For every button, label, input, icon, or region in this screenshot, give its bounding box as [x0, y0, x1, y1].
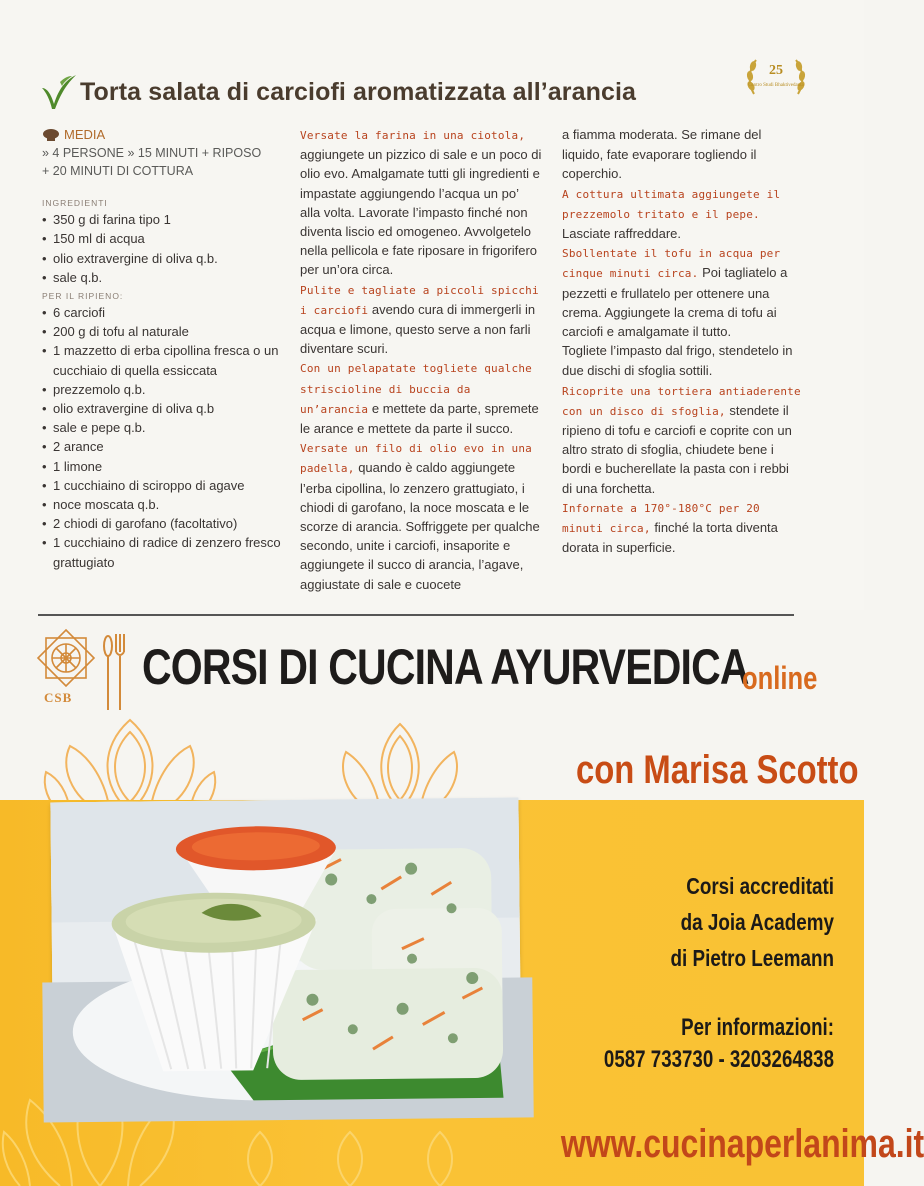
- recipe-step: [562, 125, 802, 184]
- recipe-step: [300, 125, 542, 280]
- recipe-step: [300, 438, 542, 594]
- step-text: stendete il ripieno di tofu e carciofi e coprite con un altro strato di sfoglia, chiudete bene i bordi e bucherellate la pasta con i rebbi di una forchetta.: [562, 402, 792, 496]
- mandala-ornament-icon: [40, 716, 220, 812]
- recipe-step: [300, 358, 542, 438]
- recipe-title: Torta salata di carciofi aromatizzata all’arancia: [80, 78, 637, 106]
- list-item: • prezzemolo q.b.: [42, 380, 282, 399]
- difficulty-label: MEDIA: [64, 127, 106, 142]
- step-text: a fiamma moderata. Se rimane del liquido, fate evaporare togliendo il coperchio.: [562, 127, 762, 182]
- list-item: • 2 arance: [42, 437, 282, 456]
- list-item: • sale q.b.: [42, 268, 282, 287]
- list-item: • 6 carciofi: [42, 303, 282, 322]
- list-item: • sale e pepe q.b.: [42, 418, 282, 437]
- step-highlight: A cottura ultimata aggiungete il prezzemolo tritato e il pepe.: [562, 187, 781, 221]
- step-text: aggiungete un pizzico di sale e un poco di olio evo. Amalgamate tutti gli ingredienti e impastate aggiungendo l’acqua un po’ alla volta. Lavorate l’impasto finché non diventa liscio ed omogeneo. Avvolgetelo nella pellicola e fate riposare in frigorifero per un’ora circa.: [300, 147, 542, 278]
- list-item: • 350 g di farina tipo 1: [42, 210, 282, 229]
- mandala-ornament-icon: [200, 1130, 500, 1186]
- recipe-step: [562, 243, 802, 341]
- csb-logo-icon: [36, 628, 96, 688]
- list-item: • olio extravergine di oliva q.b: [42, 399, 282, 418]
- step-text: finché la torta diventa dorata in superficie.: [562, 520, 778, 556]
- step-text: Poi tagliatelo a pezzetti e frullatelo per ottenere una crema. Aggiungete la crema di tofu ai carciofi e amalgamate il tutto.: [562, 265, 788, 340]
- accred-line: di Pietro Leemann: [670, 945, 834, 971]
- list-item: • olio extravergine di oliva q.b.: [42, 249, 282, 268]
- recipe-step: [300, 280, 542, 359]
- recipe-info-column: [42, 125, 282, 572]
- step-text: quando è caldo aggiungete l’erba cipollina, lo zenzero grattugiato, i chiodi di garofano, la noce moscata e le scorze di arancia. Soffriggete per qualche secondo, unite i carciofi, insaporite e aggiungete il succo di arancia, l’agave, aggiustate di sale e cuocete: [300, 460, 540, 592]
- ad-contact: [520, 1012, 834, 1076]
- phone-numbers: 0587 733730 - 3203264838: [603, 1046, 834, 1073]
- website-link[interactable]: www.cucinaperlanima.it: [560, 1122, 924, 1166]
- list-item: • 1 limone: [42, 457, 282, 476]
- step-highlight: Pulite e tagliate a piccoli spicchi i carciofi: [300, 283, 539, 317]
- ad-author: con Marisa Scotto: [576, 748, 859, 792]
- step-highlight: Sbollentate il tofu in acqua per cinque minuti circa.: [562, 247, 781, 281]
- step-text: e mettete da parte, spremete le arance e mettete da parte il succo.: [300, 400, 539, 437]
- chef-hat-icon: [42, 128, 60, 142]
- accred-line: da Joia Academy: [680, 909, 834, 935]
- recipe-step: [562, 184, 802, 244]
- list-item: • 1 cucchiaino di radice di zenzero fresco grattugiato: [42, 533, 282, 571]
- mandala-ornament-icon: [320, 720, 480, 810]
- csb-logo-text: CSB: [44, 690, 73, 705]
- filling-list: [42, 303, 282, 572]
- fork-spoon-icon: [102, 632, 126, 712]
- ad-website[interactable]: [470, 1122, 924, 1167]
- cooking-time-line: + 20 MINUTI DI COTTURA: [42, 164, 194, 179]
- step-highlight: Con un pelapatate togliete qualche striscioline di buccia da un’arancia: [300, 362, 532, 416]
- step-highlight: Infornate a 170°-180°C per 20 minuti circa,: [562, 501, 760, 536]
- list-item: • 1 mazzetto di erba cipollina fresca o un cucchiaio di quella essiccata: [42, 341, 282, 379]
- food-photo-illustration: [50, 798, 521, 1111]
- badge-number: 25: [769, 63, 783, 78]
- step-highlight: Versate la farina in una ciotola,: [300, 129, 526, 142]
- section-divider: [38, 614, 794, 616]
- list-item: • 2 chiodi di garofano (facoltativo): [42, 514, 282, 533]
- recipe-step: [562, 498, 802, 558]
- accred-line: Corsi accreditati: [686, 873, 834, 899]
- list-item: • noce moscata q.b.: [42, 495, 282, 514]
- recipe-step: [562, 341, 802, 380]
- steps-column-3: [562, 125, 802, 557]
- step-text: Lasciate raffreddare.: [562, 226, 681, 242]
- recipe-step: [562, 381, 802, 498]
- step-text: Togliete l’impasto dal frigo, stendetelo in due dischi di sfoglia sottili.: [562, 343, 793, 379]
- anniversary-badge-icon: [740, 44, 812, 116]
- difficulty-indicator: [42, 125, 282, 144]
- ad-title-suffix: online: [742, 660, 818, 696]
- badge-caption: Centro Studi Bhaktivedanta: [748, 83, 804, 88]
- step-highlight: Ricoprite una tortiera antiaderente con un disco di sfoglia,: [562, 384, 801, 418]
- ad-title: CORSI DI CUCINA AYURVEDICA: [142, 639, 749, 695]
- steps-column-2: [300, 125, 542, 594]
- ad-accreditation: [560, 868, 834, 976]
- info-label: Per informazioni:: [681, 1014, 834, 1041]
- list-item: • 200 g di tofu al naturale: [42, 322, 282, 341]
- step-highlight: Versate un filo di olio evo in una padella,: [300, 442, 532, 476]
- vegan-check-icon: [38, 72, 78, 112]
- step-text: avendo cura di immergerli in acqua e limone, questo serve a non farli diventare scuri.: [300, 301, 536, 357]
- list-item: • 1 cucchiaino di sciroppo di agave: [42, 476, 282, 495]
- list-item: • 150 ml di acqua: [42, 229, 282, 248]
- ingredients-list: [42, 210, 282, 287]
- filling-label: PER IL RIPIENO:: [42, 291, 124, 302]
- food-photo: [50, 798, 521, 1111]
- servings-time-line: » 4 PERSONE » 15 MINUTI + RIPOSO: [42, 146, 262, 161]
- ingredients-label: INGREDIENTI: [42, 198, 108, 209]
